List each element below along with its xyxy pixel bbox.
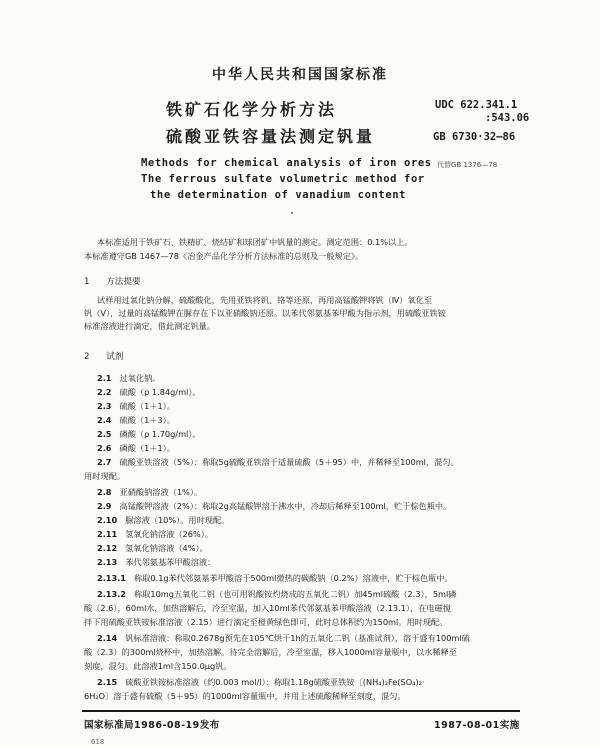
replaces-note: 代替GB 1376—78 (437, 161, 498, 169)
intro-scope: 本标准适用于铁矿石、铁精矿、烧结矿和球团矿中钒量的测定。测定范围：0.1%以上。 (97, 237, 413, 247)
section-number: 2 (84, 352, 90, 362)
reagent-clause: 2.13 苯代邻氨基苯甲酸溶液： (97, 557, 216, 567)
chinese-title-line2: 硫酸亚铁容量法测定钒量 (166, 127, 376, 146)
gb-code: GB 6730·32—86 (433, 131, 516, 143)
reagent-clause: 2.8 亚硝酸钠溶液（1%）。 (97, 487, 203, 497)
reagent-clause: 2.9 高锰酸钾溶液（2%）：称取2g高锰酸钾溶于沸水中，冷却后稀释至100ml，贮于棕色瓶中。 (97, 501, 452, 511)
udc-code-line2: :543.06 (485, 112, 530, 124)
section-1-line: 标准溶液进行滴定，借此测定钒量。 (84, 321, 216, 331)
english-title-line1: Methods for chemical analysis of iron ores (141, 157, 432, 169)
reagent-clause-continuation: 6H₂O〕溶于盛有硫酸（5＋95）的1000ml容量瓶中，并用上述硫酸稀释至刻度，混匀。 (84, 691, 406, 701)
reagent-clause: 2.5 磷酸（ρ 1.70g/ml）。 (97, 429, 201, 439)
reagent-clause: 2.10 脲溶液（10%）。用时现配。 (97, 515, 230, 525)
reagent-clause: 2.7 硫酸亚铁溶液（5%）：称取5g硫酸亚铁溶于适量硫酸（5＋95）中，并稀释至100ml，混匀。 (97, 457, 459, 467)
intro-compliance: 本标准遵守GB 1467—78《冶金产品化学分析方法标准的总则及一般规定》。 (84, 251, 364, 261)
section-title: 方法提要 (106, 277, 141, 287)
reagent-clause: 2.3 硫酸（1＋1）。 (97, 401, 175, 411)
reagent-clause-continuation: 用时现配。 (84, 471, 125, 481)
section-1-heading (84, 275, 141, 287)
page-number: 618 (91, 738, 105, 746)
reagent-subclause: 2.13.1 称取0.1g苯代邻氨基苯甲酸溶于500ml微热的碳酸钠（0.2%）溶液中，贮于棕色瓶中。 (97, 573, 453, 583)
standard-type-title: 中华人民共和国国家标准 (212, 67, 388, 83)
english-title-line3: the determination of vanadium content (150, 189, 407, 201)
reagent-clause: 2.11 氢氧化钠溶液（26%）。 (97, 529, 213, 539)
reagent-clause: 2.4 硫酸（1＋3）。 (97, 415, 175, 425)
chinese-title-line1: 铁矿石化学分析方法 (166, 100, 338, 119)
reagent-clause-continuation: 拌下用硫酸亚铁铵标准溶液（2.15）进行滴定至橙黄绿色即可，此时总体积约为150ml。用时现配。 (84, 617, 448, 627)
reagent-clause: 2.1 过氧化钠。 (97, 373, 161, 383)
reagent-clause: 2.12 氢氧化钠溶液（4%）。 (97, 543, 208, 553)
reagent-clause-continuation: 酸（2.3）的300ml烧杯中，加热溶解。待完全溶解后，冷至室温，移入1000ml容量瓶中，以水稀释至 (84, 647, 457, 657)
section-1-line: 钒（V），过量的高锰酸钾在脲存在下以亚硝酸钠还原。以苯代邻氨基苯甲酸为指示剂，用硫酸亚铁铵 (84, 308, 446, 318)
reagent-clause-continuation: 刻度，混匀。此溶液1ml含150.0μg钒。 (84, 661, 232, 671)
title-separator-dot (291, 212, 293, 214)
section-1-line: 试样用过氧化钠分解，硫酸酸化，先用亚铁将钒、铬等还原，再用高锰酸钾将钒（Ⅳ）氧化至 (97, 295, 433, 305)
reagent-clause: 2.15 硫酸亚铁铵标准溶液（约0.003 mol/l）：称取1.18g硫酸亚铁铵〔(NH₄)₂Fe(SO₄)₂· (97, 677, 425, 687)
reagent-clause: 2.2 硫酸（ρ 1.84g/ml）。 (97, 387, 201, 397)
section-number: 1 (84, 277, 90, 287)
section-title: 试剂 (106, 352, 124, 362)
reagent-clause: 2.6 磷酸（1＋1）。 (97, 443, 175, 453)
issued-date: 国家标准局1986-08-19发布 (84, 720, 220, 731)
udc-code-line1: UDC 622.341.1 (435, 99, 518, 111)
reagent-subclause: 2.13.2 称取10mg五氧化二钒（也可用钒酸铵灼烧成的五氧化二钒）加45ml硫酸（2.3），5ml磷 (97, 589, 457, 599)
effective-date: 1987-08-01实施 (434, 720, 520, 731)
reagent-clause: 2.14 钒标准溶液：称取0.2678g预先在105℃烘干1h的五氧化二钒（基准试剂），溶于盛有100ml硫 (97, 633, 470, 643)
english-title-line2: The ferrous sulfate volumetric method for (141, 173, 425, 185)
footer-rule (82, 710, 520, 712)
reagent-clause-continuation: 酸（2.6），60ml水，加热溶解后，冷至室温，加入10ml苯代邻氨基苯甲酸溶液（2.13.1），在电磁搅 (84, 603, 451, 613)
section-2-heading (84, 350, 123, 362)
